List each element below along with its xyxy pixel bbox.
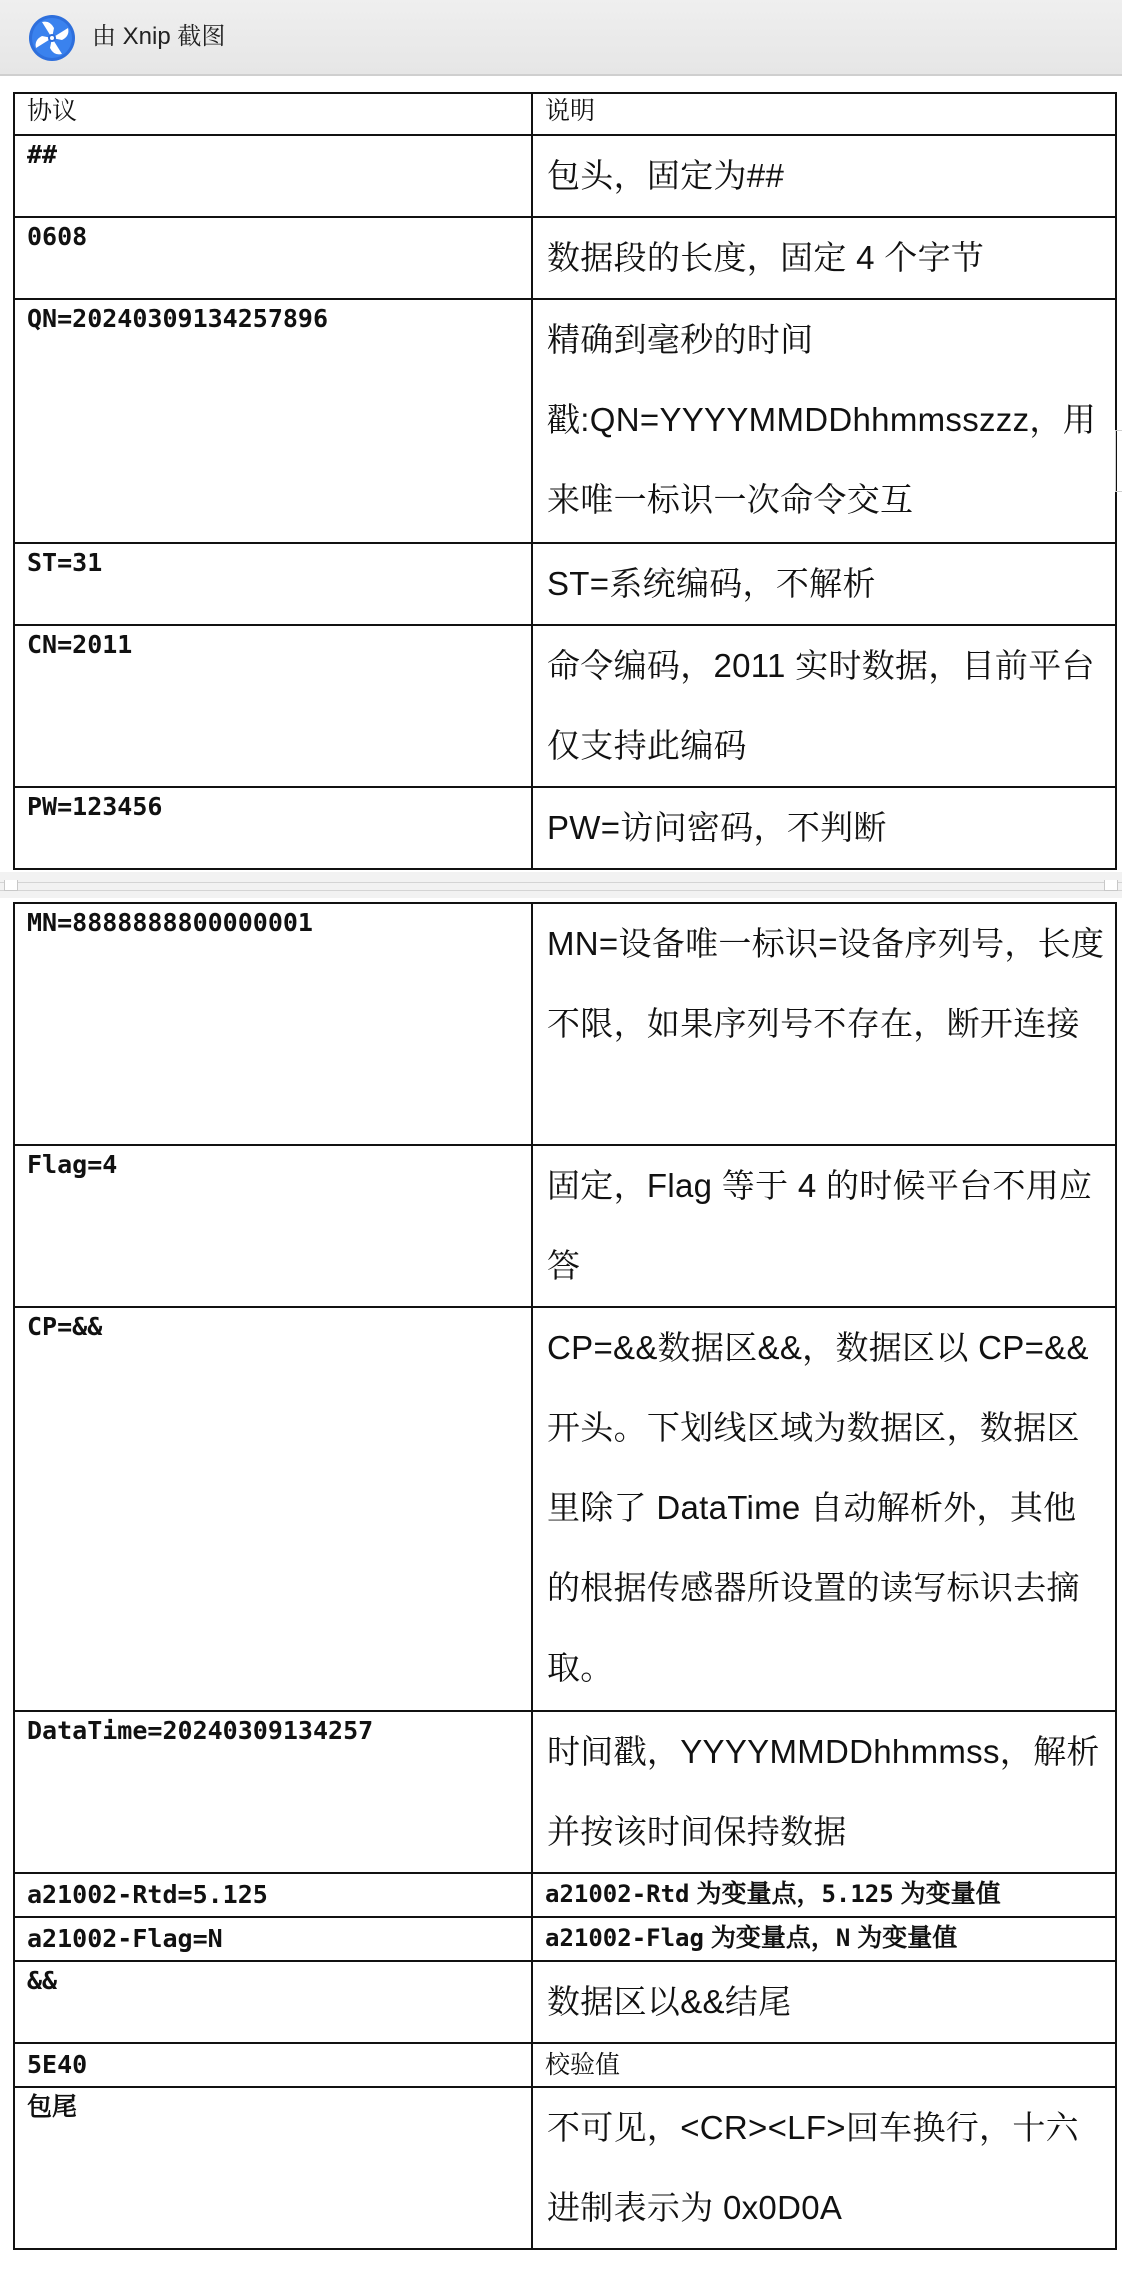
protocol-key: 0608 (27, 222, 88, 251)
table-row (14, 1307, 1116, 1711)
window-title: 由 Xnip 截图 (92, 23, 226, 50)
protocol-key: && (27, 1966, 58, 1995)
protocol-key: MN=8888888800000001 (27, 908, 313, 937)
table-row (14, 543, 1116, 625)
table-header-row (14, 93, 1116, 135)
protocol-table-page-1 (13, 92, 1117, 870)
table-row (14, 2043, 1116, 2087)
protocol-description: 数据段的长度，固定 4 个字节 (547, 239, 985, 276)
protocol-description: 精确到毫秒的时间戳:QN=YYYYMMDDhhmmsszzz，用来唯一标识一次命令交互 (547, 321, 1097, 518)
protocol-description: PW=访问密码，不判断 (547, 809, 887, 846)
header-description-label: 说明 (545, 97, 596, 125)
protocol-key: 包尾 (27, 2093, 78, 2121)
table-row (14, 903, 1116, 1145)
table-row (14, 1145, 1116, 1307)
variable-value: N (835, 1924, 851, 1952)
table-row (14, 787, 1116, 869)
protocol-description: ST=系统编码，不解析 (547, 565, 876, 602)
protocol-description: 命令编码，2011 实时数据，目前平台仅支持此编码 (547, 647, 1095, 764)
title-bar (0, 0, 1122, 76)
protocol-description: 时间戳，YYYYMMDDhhmmss，解析并按该时间保持数据 (547, 1733, 1100, 1850)
protocol-key: 5E40 (27, 2050, 88, 2079)
page-break-line-bottom (0, 890, 1122, 891)
protocol-description: 不可见，<CR><LF>回车换行，十六进制表示为 0x0D0A (547, 2109, 1079, 2226)
protocol-key: ## (27, 140, 58, 169)
protocol-table-page-2 (13, 902, 1117, 2250)
table-row (14, 2087, 1116, 2249)
protocol-description: 包头，固定为## (547, 157, 785, 194)
protocol-description: MN=设备唯一标识=设备序列号，长度不限，如果序列号不存在，断开连接 (547, 925, 1105, 1042)
protocol-key: a21002-Flag=N (27, 1924, 223, 1953)
protocol-key: CN=2011 (27, 630, 133, 659)
header-protocol-label: 协议 (27, 97, 78, 125)
variable-description: a21002-Rtd 为变量点，5.125 为变量值 (545, 1880, 1001, 1908)
protocol-key: Flag=4 (27, 1150, 118, 1179)
protocol-description: 校验值 (545, 2051, 621, 2079)
table-row (14, 1711, 1116, 1873)
variable-description: a21002-Flag 为变量点，N 为变量值 (545, 1924, 958, 1952)
margin-marker (1115, 430, 1122, 492)
page-break-line-top (0, 882, 1122, 883)
variable-value: 5.125 (821, 1880, 894, 1908)
variable-name: a21002-Flag (545, 1924, 704, 1952)
protocol-description: 数据区以&&结尾 (547, 1983, 792, 2020)
table-row (14, 217, 1116, 299)
variable-name: a21002-Rtd (545, 1880, 690, 1908)
header-cell-description (532, 93, 1116, 135)
table-row (14, 625, 1116, 787)
table-row (14, 135, 1116, 217)
page-corner-right (1104, 880, 1118, 891)
protocol-key: PW=123456 (27, 792, 163, 821)
protocol-description: 固定，Flag 等于 4 的时候平台不用应答 (547, 1167, 1093, 1284)
table-row (14, 1961, 1116, 2043)
protocol-key: CP=&& (27, 1312, 103, 1341)
protocol-key: a21002-Rtd=5.125 (27, 1880, 268, 1909)
protocol-description: CP=&&数据区&&，数据区以 CP=&&开头。下划线区域为数据区，数据区里除了 DataTime 自动解析外，其他的根据传感器所设置的读写标识去摘取。 (547, 1329, 1089, 1686)
page-corner-left (4, 880, 18, 891)
table-row (14, 299, 1116, 543)
page-break-band (0, 872, 1122, 898)
protocol-key: DataTime=20240309134257 (27, 1716, 374, 1745)
table-row (14, 1873, 1116, 1917)
xnip-pinwheel-icon[interactable] (28, 14, 76, 62)
table-row (14, 1917, 1116, 1961)
protocol-key: QN=20240309134257896 (27, 304, 329, 333)
header-cell-protocol (14, 93, 532, 135)
protocol-key: ST=31 (27, 548, 103, 577)
